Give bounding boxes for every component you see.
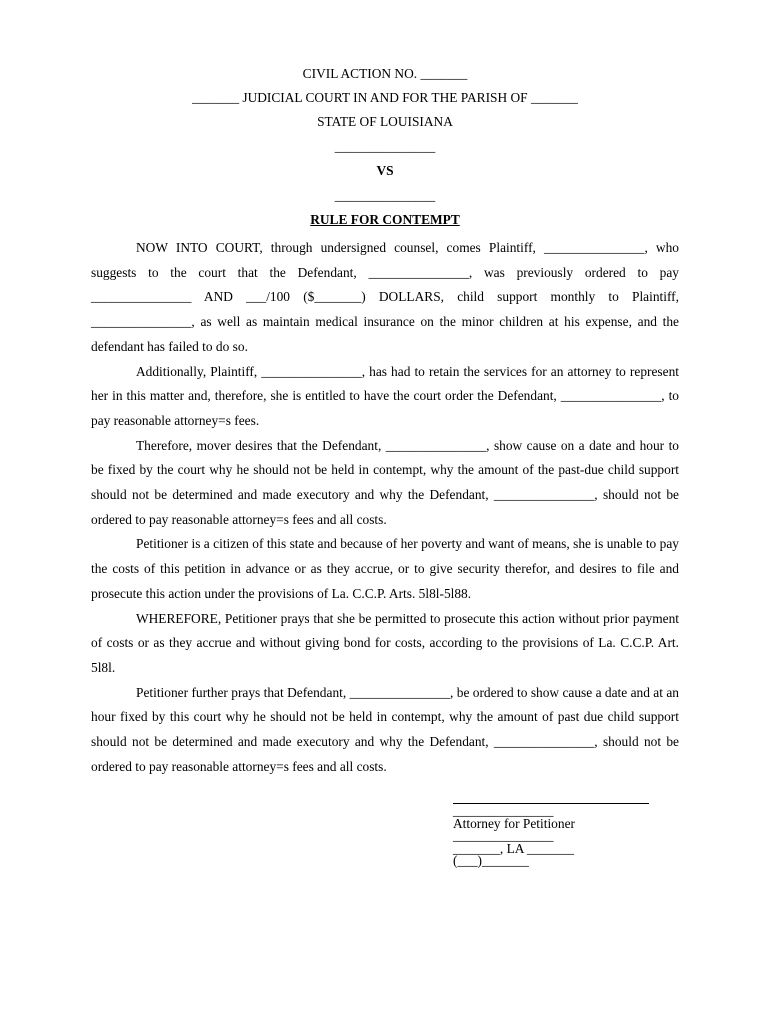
civil-action-number: CIVIL ACTION NO. _______ xyxy=(302,66,468,81)
document-body xyxy=(91,236,679,779)
paragraph-therefore: Therefore, mover desires that the Defendant, _______________, show cause on a date and hour to be fixed by the court why he should not be held in contempt, why the amount of the past-due child support should not be determined and made executory and why the Defendant, _______________, should not be ordered to pay reasonable attorney=s fees and all costs. xyxy=(91,437,679,527)
signature-phone-line: (___)_______ xyxy=(453,853,529,868)
paragraph-further-prays: Petitioner further prays that Defendant, _______________, be ordered to show cause a date and at an hour fixed by this court why he should not be held in contempt, why the amount of past due child support should not be determined and made executory and why the Defendant, _______________, should not be ordered to pay reasonable attorney=s fees and all costs. xyxy=(91,684,679,774)
plaintiff-blank: _______________ xyxy=(334,139,436,154)
paragraph-wherefore: WHEREFORE, Petitioner prays that she be permitted to prosecute this action without prior payment of costs or as they accrue and without giving bond for costs, according to the provisions of La. C.C.P. Art. 5l8l. xyxy=(91,610,679,675)
court-line: _______ JUDICIAL COURT IN AND FOR THE PARISH OF _______ xyxy=(192,90,578,105)
paragraph-now-into-court: NOW INTO COURT, through undersigned counsel, comes Plaintiff, _______________, who suggests to the court that the Defendant, _______________, was previously ordered to pay _______________ AND ___/100 ($_______) DOLLARS, child support monthly to Plaintiff, _______________, as well as maintain medical insurance on the minor children at his expense, and the defendant has failed to do so. xyxy=(91,240,679,354)
signature-address-blank: _______________ xyxy=(453,828,554,843)
paragraph-petitioner-citizen: Petitioner is a citizen of this state and because of her poverty and want of means, she is unable to pay the costs of this petition in advance or as they accrue, or to give security therefor, and desires to file and prosecute this action under the provisions of La. C.C.P. Arts. 5l8l-5l88. xyxy=(91,536,679,601)
paragraph-additionally: Additionally, Plaintiff, _______________, has had to retain the services for an attorney to represent her in this matter and, therefore, she is entitled to have the court order the Defendant, _______________, to pay reasonable attorney=s fees. xyxy=(91,363,679,428)
signature-title: Attorney for Petitioner xyxy=(453,816,575,831)
document-title: RULE FOR CONTEMPT xyxy=(310,212,460,227)
signature-name-blank: _______________ xyxy=(453,803,554,818)
defendant-blank: _______________ xyxy=(334,188,436,203)
signature-city-line: _______, LA _______ xyxy=(453,841,574,856)
versus-label: VS xyxy=(376,163,394,178)
state-line: STATE OF LOUISIANA xyxy=(317,114,453,129)
